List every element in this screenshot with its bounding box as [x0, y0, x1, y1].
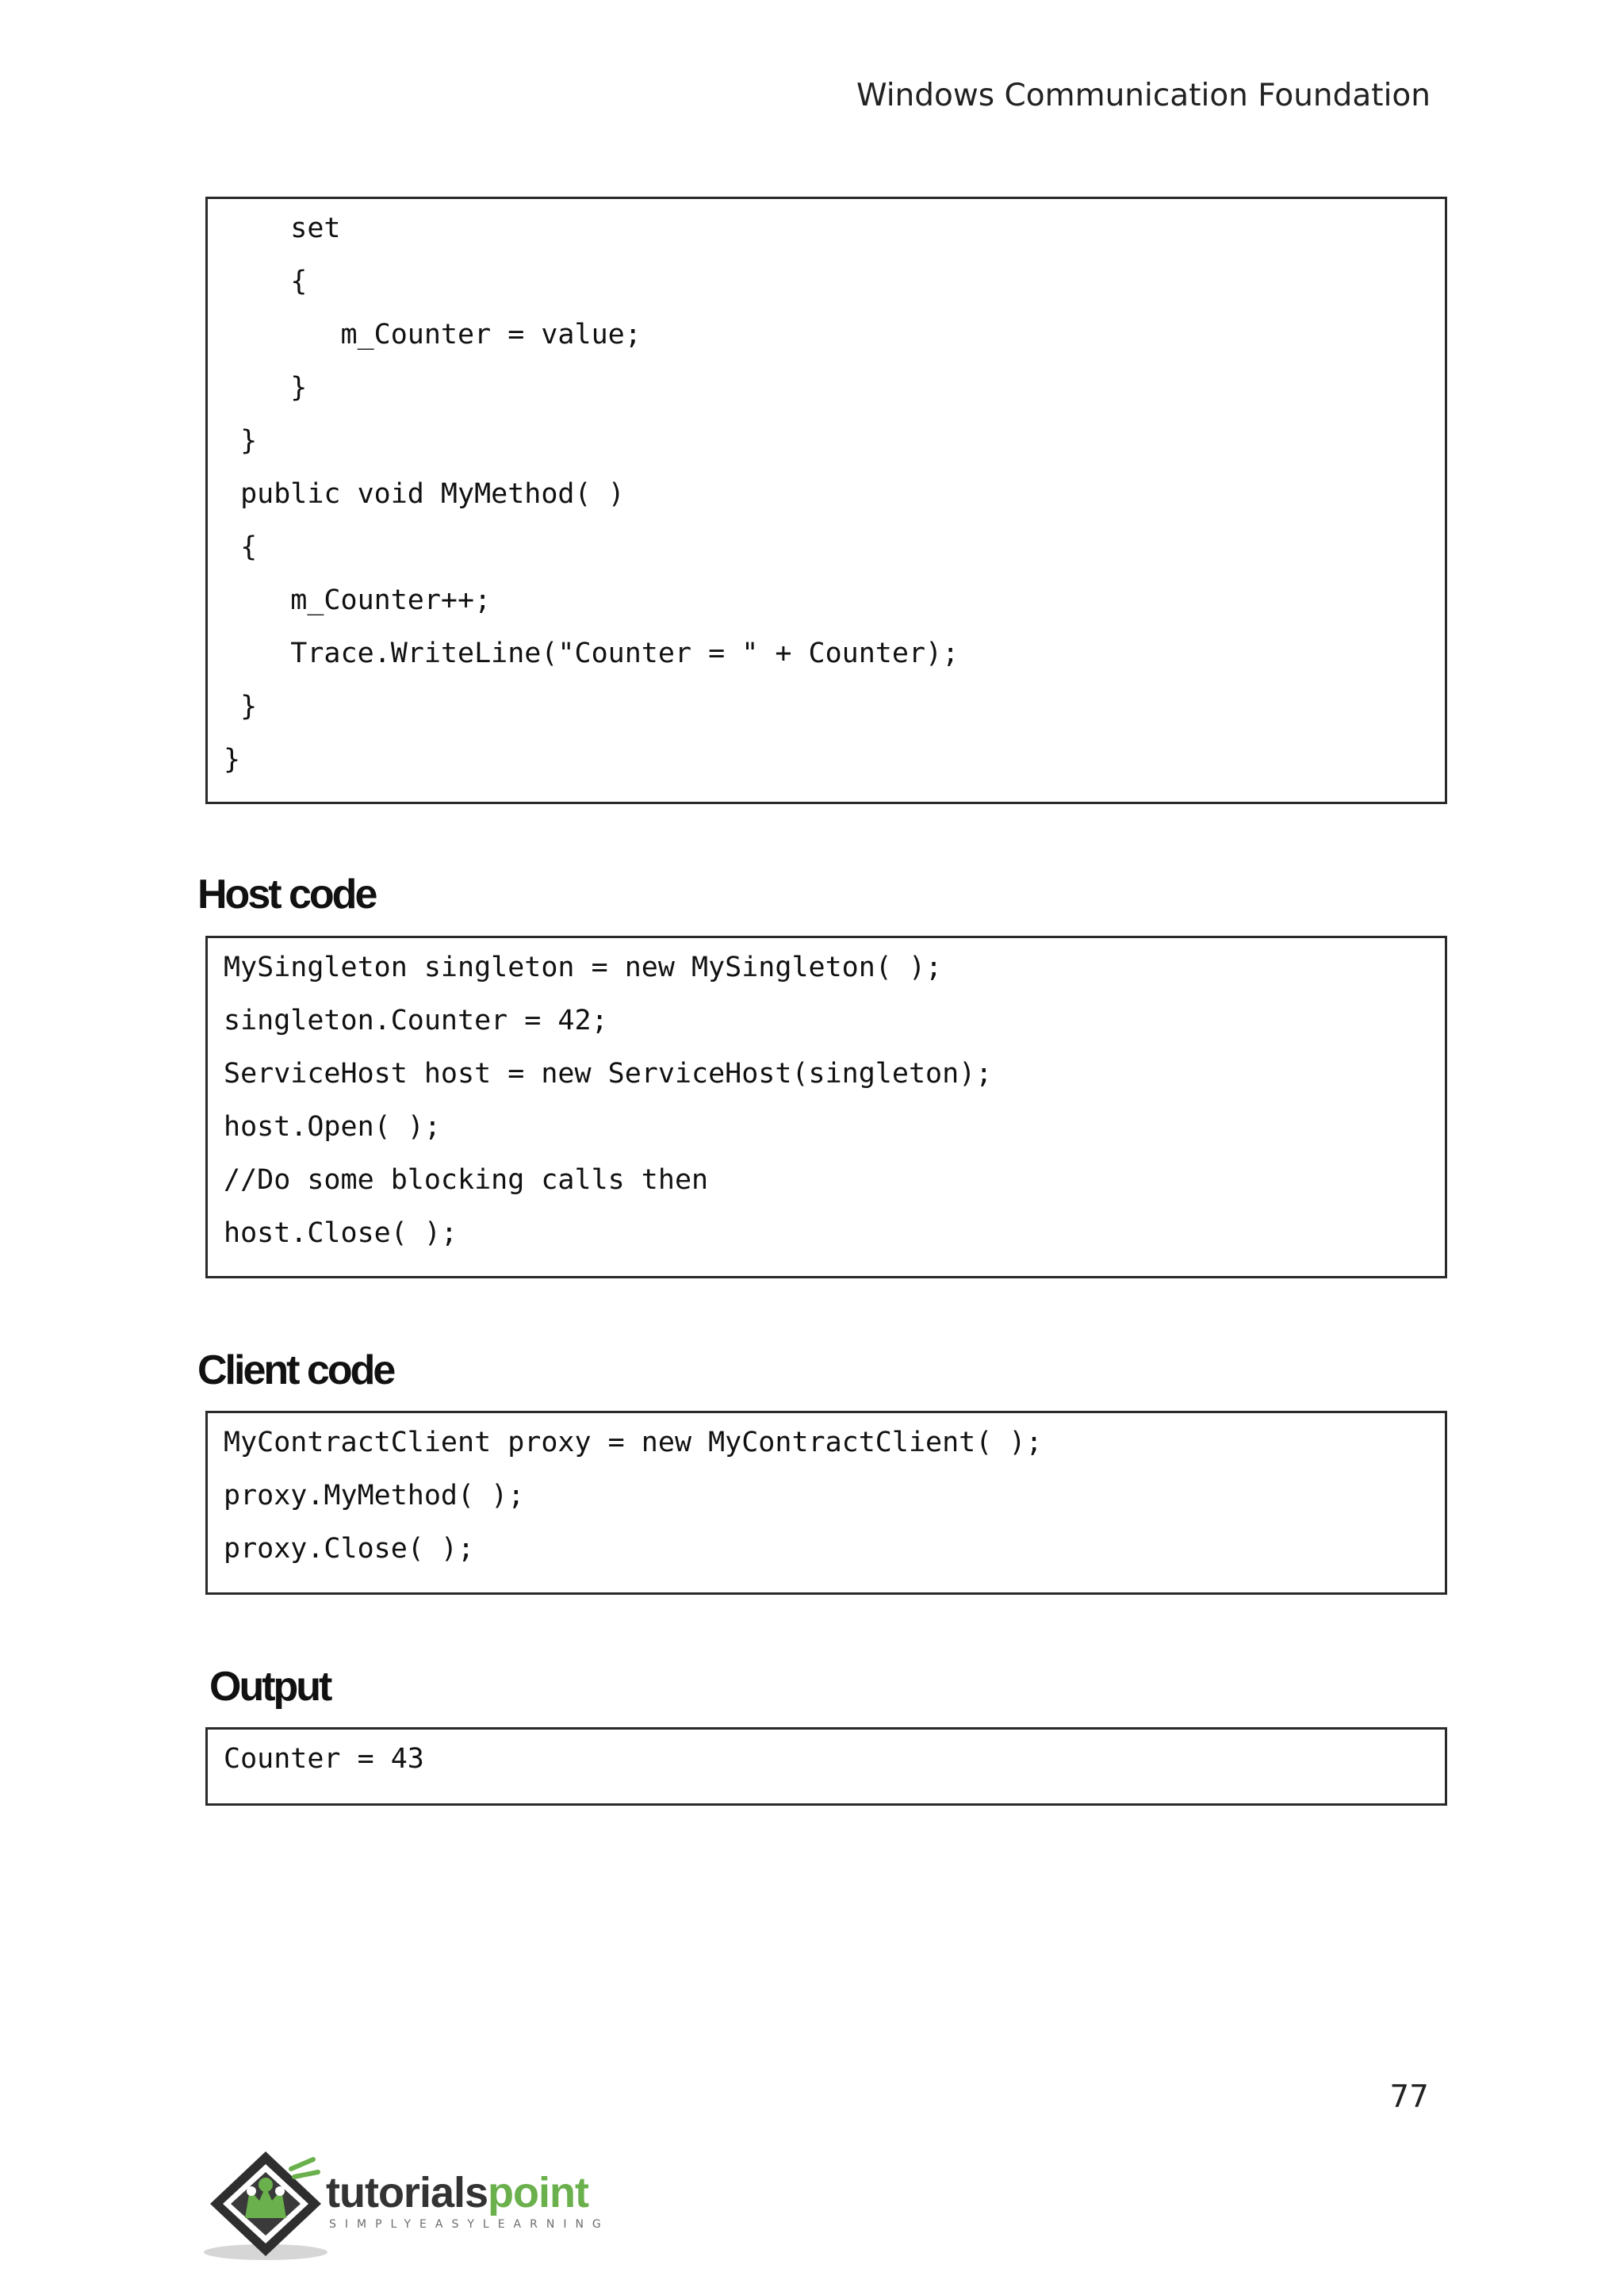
code-line: m_Counter = value; — [224, 319, 642, 351]
code-line: } — [224, 691, 258, 722]
code-line: MyContractClient proxy = new MyContractClient( ); — [224, 1427, 1043, 1458]
page-number: 77 — [1389, 2079, 1429, 2115]
code-line: m_Counter++; — [224, 584, 492, 616]
host-code-heading: Host code — [197, 872, 376, 918]
running-header: Windows Communication Foundation — [856, 78, 1431, 113]
code-line: } — [224, 744, 241, 776]
code-line: host.Open( ); — [224, 1111, 441, 1143]
code-line: { — [224, 266, 308, 297]
logo-mark-icon — [210, 2151, 321, 2256]
code-line: host.Close( ); — [224, 1217, 458, 1249]
code-line: //Do some blocking calls then — [224, 1164, 709, 1196]
code-line: } — [224, 372, 308, 404]
code-line: public void MyMethod( ) — [224, 478, 625, 510]
code-line: Counter = 43 — [224, 1743, 424, 1775]
logo-word-point: point — [488, 2169, 588, 2216]
tutorialspoint-logo — [202, 2145, 662, 2264]
code-line: } — [224, 425, 258, 457]
code-line: singleton.Counter = 42; — [224, 1005, 608, 1036]
code-block-continued — [205, 197, 1447, 804]
code-line: Trace.WriteLine("Counter = " + Counter); — [224, 638, 959, 669]
code-line: set — [224, 213, 341, 244]
logo-tagline: SIMPLYEASYLEARNING — [329, 2218, 610, 2231]
logo-word-tutorials: tutorials — [326, 2169, 488, 2216]
output-heading: Output — [209, 1664, 331, 1710]
code-line: ServiceHost host = new ServiceHost(singleton); — [224, 1058, 993, 1090]
logo-wordmark — [326, 2169, 589, 2216]
code-line: { — [224, 531, 258, 563]
code-block-host — [205, 936, 1447, 1278]
code-line: MySingleton singleton = new MySingleton( ); — [224, 952, 943, 983]
client-code-heading: Client code — [197, 1347, 394, 1393]
code-block-client — [205, 1411, 1447, 1595]
code-line: proxy.MyMethod( ); — [224, 1480, 525, 1511]
code-line: proxy.Close( ); — [224, 1533, 475, 1565]
code-block-output — [205, 1727, 1447, 1806]
